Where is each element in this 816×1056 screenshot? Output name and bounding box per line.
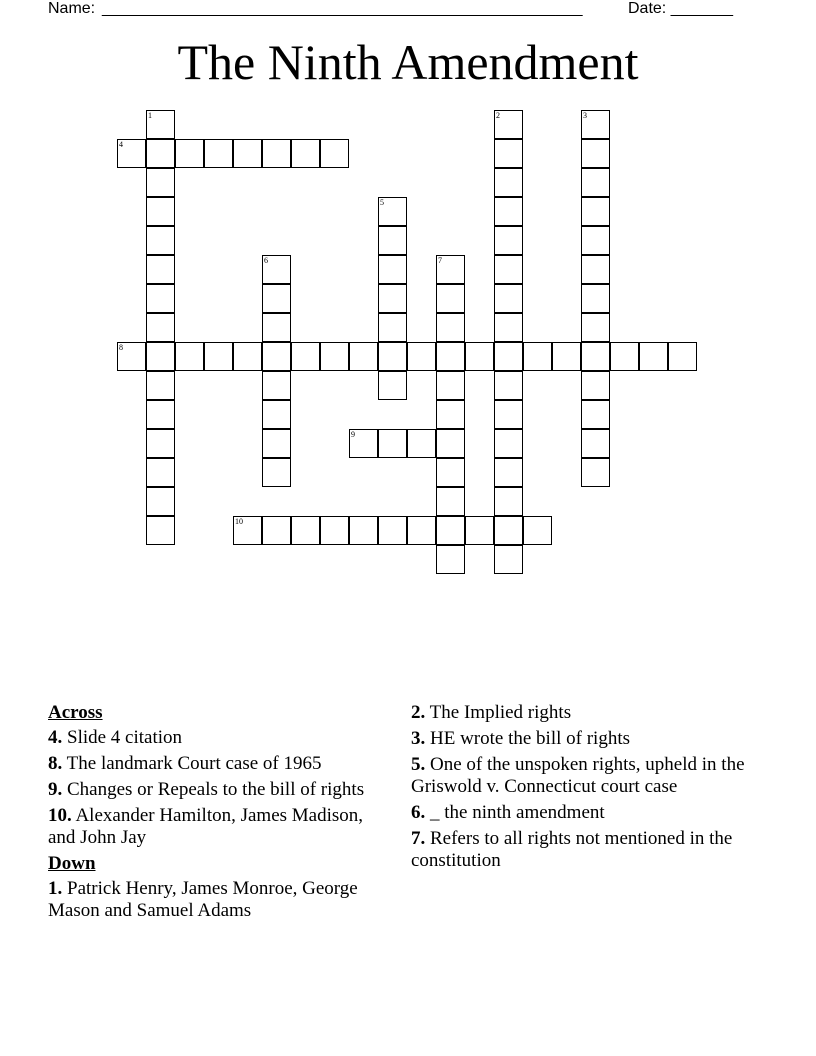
crossword-cell[interactable] xyxy=(146,110,175,139)
down-clue xyxy=(411,802,771,824)
crossword-cell[interactable] xyxy=(204,342,233,371)
name-label: Name: xyxy=(48,0,96,17)
crossword-cell[interactable] xyxy=(407,516,436,545)
clue-text: Refers to all rights not mentioned in the constitution xyxy=(411,828,733,871)
clues-left-column xyxy=(48,702,388,926)
crossword-cell[interactable] xyxy=(494,342,523,371)
crossword-cell[interactable] xyxy=(494,516,523,545)
crossword-cell[interactable] xyxy=(494,139,523,168)
crossword-cell[interactable] xyxy=(378,197,407,226)
crossword-cell[interactable] xyxy=(175,139,204,168)
crossword-cell[interactable] xyxy=(494,226,523,255)
down-clue xyxy=(411,754,771,798)
crossword-cell[interactable] xyxy=(436,458,465,487)
crossword-cell[interactable] xyxy=(262,342,291,371)
crossword-cell[interactable] xyxy=(436,487,465,516)
clue-number: 3. xyxy=(411,728,426,749)
crossword-cell[interactable] xyxy=(262,371,291,400)
clue-text: HE wrote the bill of rights xyxy=(430,728,630,749)
crossword-cell[interactable] xyxy=(204,139,233,168)
clue-number: 10. xyxy=(48,805,72,826)
crossword-cell[interactable] xyxy=(117,139,146,168)
crossword-cell[interactable] xyxy=(262,429,291,458)
name-field[interactable]: ______________________________________________________ xyxy=(102,0,583,17)
crossword-cell[interactable] xyxy=(436,400,465,429)
crossword-cell[interactable] xyxy=(262,313,291,342)
crossword-cell[interactable] xyxy=(349,516,378,545)
crossword-cell[interactable] xyxy=(175,342,204,371)
crossword-cell[interactable] xyxy=(494,429,523,458)
crossword-cell[interactable] xyxy=(581,139,610,168)
crossword-cell[interactable] xyxy=(494,284,523,313)
clue-text: _ the ninth amendment xyxy=(430,802,605,823)
down-heading: Down xyxy=(48,853,96,874)
crossword-cell[interactable] xyxy=(146,139,175,168)
crossword-cell[interactable] xyxy=(378,313,407,342)
clue-number: 7. xyxy=(411,828,426,849)
crossword-cell[interactable] xyxy=(581,400,610,429)
crossword-cell[interactable] xyxy=(436,429,465,458)
crossword-cell[interactable] xyxy=(378,371,407,400)
cell-number: 5 xyxy=(380,198,384,207)
crossword-cell[interactable] xyxy=(581,284,610,313)
crossword-cell[interactable] xyxy=(378,516,407,545)
crossword-cell[interactable] xyxy=(581,342,610,371)
crossword-cell[interactable] xyxy=(581,255,610,284)
cell-number: 3 xyxy=(583,111,587,120)
crossword-cell[interactable] xyxy=(378,342,407,371)
down-clue xyxy=(411,702,771,724)
crossword-cell[interactable] xyxy=(436,313,465,342)
crossword-cell[interactable] xyxy=(436,371,465,400)
across-clue xyxy=(48,727,388,749)
crossword-cell[interactable] xyxy=(610,342,639,371)
crossword-cell[interactable] xyxy=(494,197,523,226)
crossword-cell[interactable] xyxy=(523,516,552,545)
clue-text: One of the unspoken rights, upheld in the Griswold v. Connecticut court case xyxy=(411,754,745,797)
across-clue xyxy=(48,753,388,775)
crossword-cell[interactable] xyxy=(146,458,175,487)
down-clue xyxy=(48,878,388,922)
crossword-cell[interactable] xyxy=(262,139,291,168)
crossword-cell[interactable] xyxy=(436,284,465,313)
clue-number: 5. xyxy=(411,754,426,775)
crossword-cell[interactable] xyxy=(494,487,523,516)
crossword-cell[interactable] xyxy=(639,342,668,371)
crossword-cell[interactable] xyxy=(262,255,291,284)
cell-number: 2 xyxy=(496,111,500,120)
crossword-cell[interactable] xyxy=(494,458,523,487)
down-clue xyxy=(411,728,771,750)
cell-number: 1 xyxy=(148,111,152,120)
clue-text: Alexander Hamilton, James Madison, and John Jay xyxy=(48,805,364,848)
down-clue xyxy=(411,828,771,872)
clue-number: 2. xyxy=(411,702,426,723)
clues-right-column xyxy=(411,702,771,876)
crossword-cell[interactable] xyxy=(494,400,523,429)
crossword-cell[interactable] xyxy=(523,342,552,371)
crossword-cell[interactable] xyxy=(581,429,610,458)
clue-text: Patrick Henry, James Monroe, George Mason and Samuel Adams xyxy=(48,878,358,921)
crossword-cell[interactable] xyxy=(407,342,436,371)
crossword-cell[interactable] xyxy=(494,168,523,197)
crossword-cell[interactable] xyxy=(291,516,320,545)
crossword-cell[interactable] xyxy=(494,313,523,342)
crossword-cell[interactable] xyxy=(146,313,175,342)
crossword-cell[interactable] xyxy=(262,284,291,313)
crossword-cell[interactable] xyxy=(262,458,291,487)
crossword-cell[interactable] xyxy=(494,545,523,574)
cell-number: 8 xyxy=(119,343,123,352)
clue-text: Changes or Repeals to the bill of rights xyxy=(67,779,365,800)
clue-number: 9. xyxy=(48,779,63,800)
crossword-cell[interactable] xyxy=(349,429,378,458)
crossword-cell[interactable] xyxy=(378,284,407,313)
crossword-cell[interactable] xyxy=(436,342,465,371)
crossword-cell[interactable] xyxy=(552,342,581,371)
across-clue xyxy=(48,805,388,849)
crossword-cell[interactable] xyxy=(146,284,175,313)
crossword-cell[interactable] xyxy=(465,342,494,371)
crossword-cell[interactable] xyxy=(494,110,523,139)
clue-number: 6. xyxy=(411,802,426,823)
crossword-cell[interactable] xyxy=(581,168,610,197)
crossword-cell[interactable] xyxy=(378,255,407,284)
crossword-cell[interactable] xyxy=(291,139,320,168)
crossword-cell[interactable] xyxy=(320,139,349,168)
crossword-cell[interactable] xyxy=(581,110,610,139)
crossword-cell[interactable] xyxy=(494,255,523,284)
crossword-cell[interactable] xyxy=(233,516,262,545)
crossword-cell[interactable] xyxy=(581,371,610,400)
crossword-cell[interactable] xyxy=(117,342,146,371)
crossword-cell[interactable] xyxy=(146,226,175,255)
crossword-cell[interactable] xyxy=(233,139,262,168)
crossword-cell[interactable] xyxy=(581,197,610,226)
clue-text: The landmark Court case of 1965 xyxy=(66,753,322,774)
across-clue xyxy=(48,779,388,801)
clue-number: 8. xyxy=(48,753,63,774)
crossword-cell[interactable] xyxy=(146,197,175,226)
clue-text: Slide 4 citation xyxy=(67,727,183,748)
page-title: The Ninth Amendment xyxy=(177,34,639,90)
crossword-cell[interactable] xyxy=(146,400,175,429)
crossword-cell[interactable] xyxy=(146,342,175,371)
cell-number: 6 xyxy=(264,256,268,265)
crossword-cell[interactable] xyxy=(146,516,175,545)
across-heading: Across xyxy=(48,702,103,723)
crossword-cell[interactable] xyxy=(291,342,320,371)
cell-number: 7 xyxy=(438,256,442,265)
crossword-cell[interactable] xyxy=(407,429,436,458)
crossword-cell[interactable] xyxy=(581,226,610,255)
clue-text: The Implied rights xyxy=(429,702,572,723)
crossword-cell[interactable] xyxy=(146,255,175,284)
crossword-cell[interactable] xyxy=(436,516,465,545)
crossword-cell[interactable] xyxy=(262,400,291,429)
crossword-cell[interactable] xyxy=(146,168,175,197)
crossword-cell[interactable] xyxy=(233,342,262,371)
crossword-cell[interactable] xyxy=(436,255,465,284)
crossword-cell[interactable] xyxy=(581,313,610,342)
cell-number: 10 xyxy=(235,517,243,526)
crossword-cell[interactable] xyxy=(146,371,175,400)
crossword-cell[interactable] xyxy=(494,371,523,400)
clue-number: 1. xyxy=(48,878,63,899)
cell-number: 4 xyxy=(119,140,123,149)
crossword-cell[interactable] xyxy=(320,342,349,371)
clue-number: 4. xyxy=(48,727,63,748)
crossword-cell[interactable] xyxy=(436,545,465,574)
crossword-cell[interactable] xyxy=(349,342,378,371)
crossword-cell[interactable] xyxy=(262,516,291,545)
crossword-cell[interactable] xyxy=(146,487,175,516)
crossword-cell[interactable] xyxy=(378,429,407,458)
cell-number: 9 xyxy=(351,430,355,439)
date-field[interactable]: Date: _______ xyxy=(628,0,733,17)
crossword-cell[interactable] xyxy=(378,226,407,255)
crossword-cell[interactable] xyxy=(465,516,494,545)
crossword-cell[interactable] xyxy=(146,429,175,458)
crossword-cell[interactable] xyxy=(581,458,610,487)
crossword-cell[interactable] xyxy=(668,342,697,371)
crossword-cell[interactable] xyxy=(320,516,349,545)
